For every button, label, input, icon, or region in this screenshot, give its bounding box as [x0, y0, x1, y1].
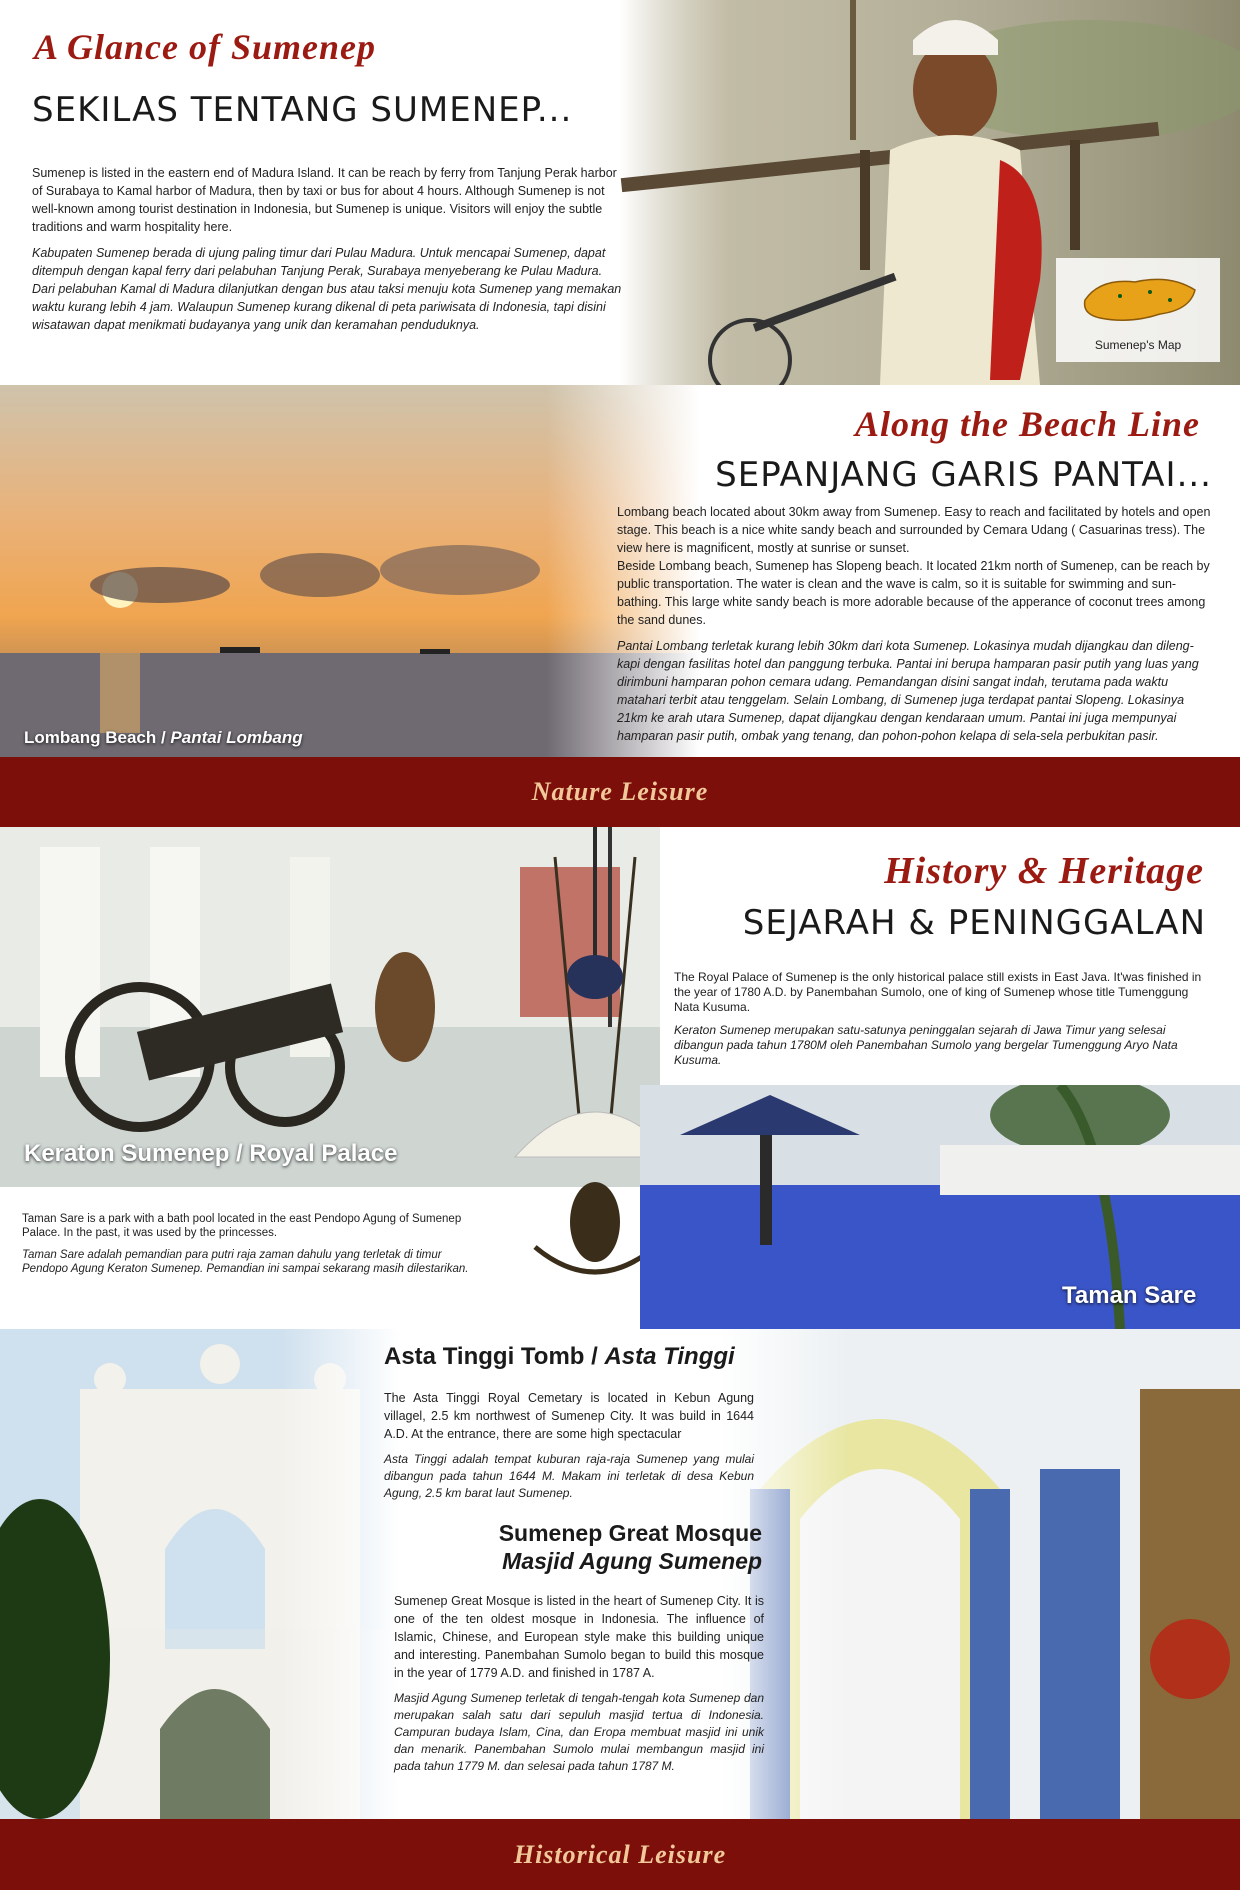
great-mosque-text-id: Masjid Agung Sumenep terletak di tengah-tengah kota Sumenep dan merupakan salah satu dari sepuluh masjid tertua di Indonesia. Campuran budaya Islam, Cina, dan Eropa membuat masjid ini unik dan menarik. Panembahan Sumolo mulai membangun masjid ini pada tahun 1779 M. dan selesai pada tahun 1787 M.	[394, 1691, 764, 1773]
heritage-text-en: The Royal Palace of Sumenep is the only historical palace still exists in East Java. It'was finished in the year of 1780 A.D. by Panembahan Sumolo, one of king of Sumenep whose title Tumenggung Nata Kusuma.	[674, 970, 1202, 1014]
lombang-caption-en: Lombang Beach /	[24, 728, 171, 747]
great-mosque-gate-photo	[720, 1329, 1240, 1819]
asta-tinggi-title-en: Asta Tinggi Tomb /	[384, 1343, 605, 1370]
heritage-section	[0, 827, 1240, 1329]
glance-script-title: A Glance of Sumenep	[34, 27, 377, 67]
sumenep-map-icon	[1080, 270, 1200, 326]
great-mosque-title-en: Sumenep Great Mosque	[498, 1520, 762, 1546]
great-mosque-title	[384, 1519, 762, 1575]
monuments-section	[0, 1329, 1240, 1819]
lombang-caption-id: Pantai Lombang	[170, 728, 303, 747]
historical-leisure-label: Historical Leisure	[513, 1839, 727, 1869]
taman-sare-caption: Taman Sare	[1062, 1282, 1197, 1309]
glance-text-id: Kabupaten Sumenep berada di ujung paling timur dari Pulau Madura. Untuk mencapai Sumenep, dapat ditempuh dengan kapal ferry dari pelabuhan Tanjung Perak, Surabaya menyeberang ke Pulau Madura. Dari pelabuhan Kamal di Madura dilanjutkan dengan bus atau taksi menuju kota Sumenep yang memakan waktu kurang lebih 4 jam. Walaupun Sumenep kurang dikenal di peta pariwisata di Indonesia, tapi disini wisatawan dapat menikmati budayanya yang unik dan keramahan penduduknya.	[32, 246, 622, 332]
map-inset	[1056, 258, 1220, 362]
beach-caps-title: SEPANJANG GARIS PANTAI...	[715, 455, 1212, 495]
map-caption: Sumenep's Map	[1094, 338, 1182, 352]
beach-text	[617, 503, 1213, 745]
glance-caps-title: SEKILAS TENTANG SUMENEP...	[32, 90, 573, 130]
historical-leisure-band	[0, 1819, 1240, 1890]
beach-text-id: Pantai Lombang terletak kurang lebih 30km dari kota Sumenep. Lokasinya mudah dijangkau dan dileng-kapi dengan fasilitas hotel dan panggung terbuka. Pantai ini berupa hamparan pasir putih yang luas yang dirimbuni hamparan pohon cemara udang. Pemandangan disini sangat indah, terutama pada waktu matahari terbit atau tenggelam. Selain Lombang, di Sumenep juga terdapat pantai Slopeng. Lokasinya 21km ke arah utara Sumenep, dapat dijangkau dengan kendaraan umum. Pantai ini juga mempunyai hamparan pasir putih, ombak yang tenang, dan pohon-pohon kelapa di sela-sela perbukitan pasir.	[617, 639, 1199, 743]
great-mosque-text-en: Sumenep Great Mosque is listed in the heart of Sumenep City. It is one of the ten oldest mosque in Indonesia. The influence of Islamic, Chinese, and European style make this building unique and interesting. Panembahan Sumolo began to build this mosque in the year of 1779 A.D. and finished in 1787 A.	[394, 1594, 764, 1680]
glance-text	[32, 164, 628, 334]
heritage-caps-title: SEJARAH & PENINGGALAN	[742, 903, 1206, 943]
asta-tinggi-text	[384, 1389, 754, 1502]
heritage-script-title: History & Heritage	[884, 850, 1204, 892]
nature-leisure-label: Nature Leisure	[531, 777, 709, 806]
asta-tinggi-title-id: Asta Tinggi	[604, 1343, 735, 1370]
heritage-text-id: Keraton Sumenep merupakan satu-satunya peninggalan sejarah di Jawa Timur yang selesai dibangun pada tahun 1780M oleh Panembahan Sumolo yang bergelar Tumenggung Aryo Nata Kusuma.	[674, 1023, 1178, 1067]
beach-text-en-1: Lombang beach located about 30km away from Sumenep. Easy to reach and facilitated by hotels and open stage. This beach is a nice white sandy beach and surrounded by Cemara Udang ( Casuarinas tress). The view here is magnificent, mostly at sunrise or sunset.	[617, 505, 1211, 555]
lombang-beach-photo	[0, 385, 700, 757]
great-mosque-title-id: Masjid Agung Sumenep	[502, 1548, 762, 1574]
beach-script-title: Along the Beach Line	[854, 404, 1200, 444]
palace-caption: Keraton Sumenep / Royal Palace	[24, 1140, 398, 1167]
asta-tinggi-gate-photo	[0, 1329, 400, 1819]
beach-section	[0, 385, 1240, 757]
great-mosque-text	[394, 1592, 764, 1775]
asta-tinggi-title	[384, 1343, 735, 1371]
glance-text-en: Sumenep is listed in the eastern end of Madura Island. It can be reach by ferry from Tanjung Perak harbor of Surabaya to Kamal harbor of Madura, then by taxi or bus for about 4 hours. Although Sumenep is not well-known among tourist destination in Indonesia, but Sumenep is unique. Visitors will enjoy the subtle traditions and warm hospitality here.	[32, 166, 617, 234]
glance-section	[0, 0, 1240, 385]
nature-leisure-band	[0, 757, 1240, 827]
beach-text-en-2: Beside Lombang beach, Sumenep has Slopeng beach. It located 21km north of Sumenep, can be reach by public transportation. The water is clean and the wave is calm, so it is suitable for swimming and sun-bathing. This large white sandy beach is more adorable because of the apperance of coconut trees among the sand dunes.	[617, 559, 1210, 627]
asta-tinggi-text-id: Asta Tinggi adalah tempat kuburan raja-raja Sumenep yang mulai dibangun pada tahun 1644 M. Makam ini terletak di desa Kebun Agung, 2.5 km barat laut Sumenep.	[384, 1452, 754, 1500]
taman-sare-text-en: Taman Sare is a park with a bath pool located in the east Pendopo Agung of Sumenep Palace. In the past, it was used by the princesses.	[22, 1213, 462, 1239]
taman-sare-text	[22, 1212, 472, 1276]
heritage-text	[674, 970, 1206, 1068]
lombang-caption	[24, 728, 303, 748]
asta-tinggi-text-en: The Asta Tinggi Royal Cemetary is located in Kebun Agung villagel, 2.5 km northwest of Sumenep City. It was build in 1644 A.D. At the entrance, there are some high spectacular	[384, 1391, 754, 1441]
taman-sare-text-id: Taman Sare adalah pemandian para putri raja zaman dahulu yang terletak di timur Pendopo Agung Keraton Sumenep. Pemandian ini sampai sekarang masih dilestarikan.	[22, 1249, 469, 1275]
